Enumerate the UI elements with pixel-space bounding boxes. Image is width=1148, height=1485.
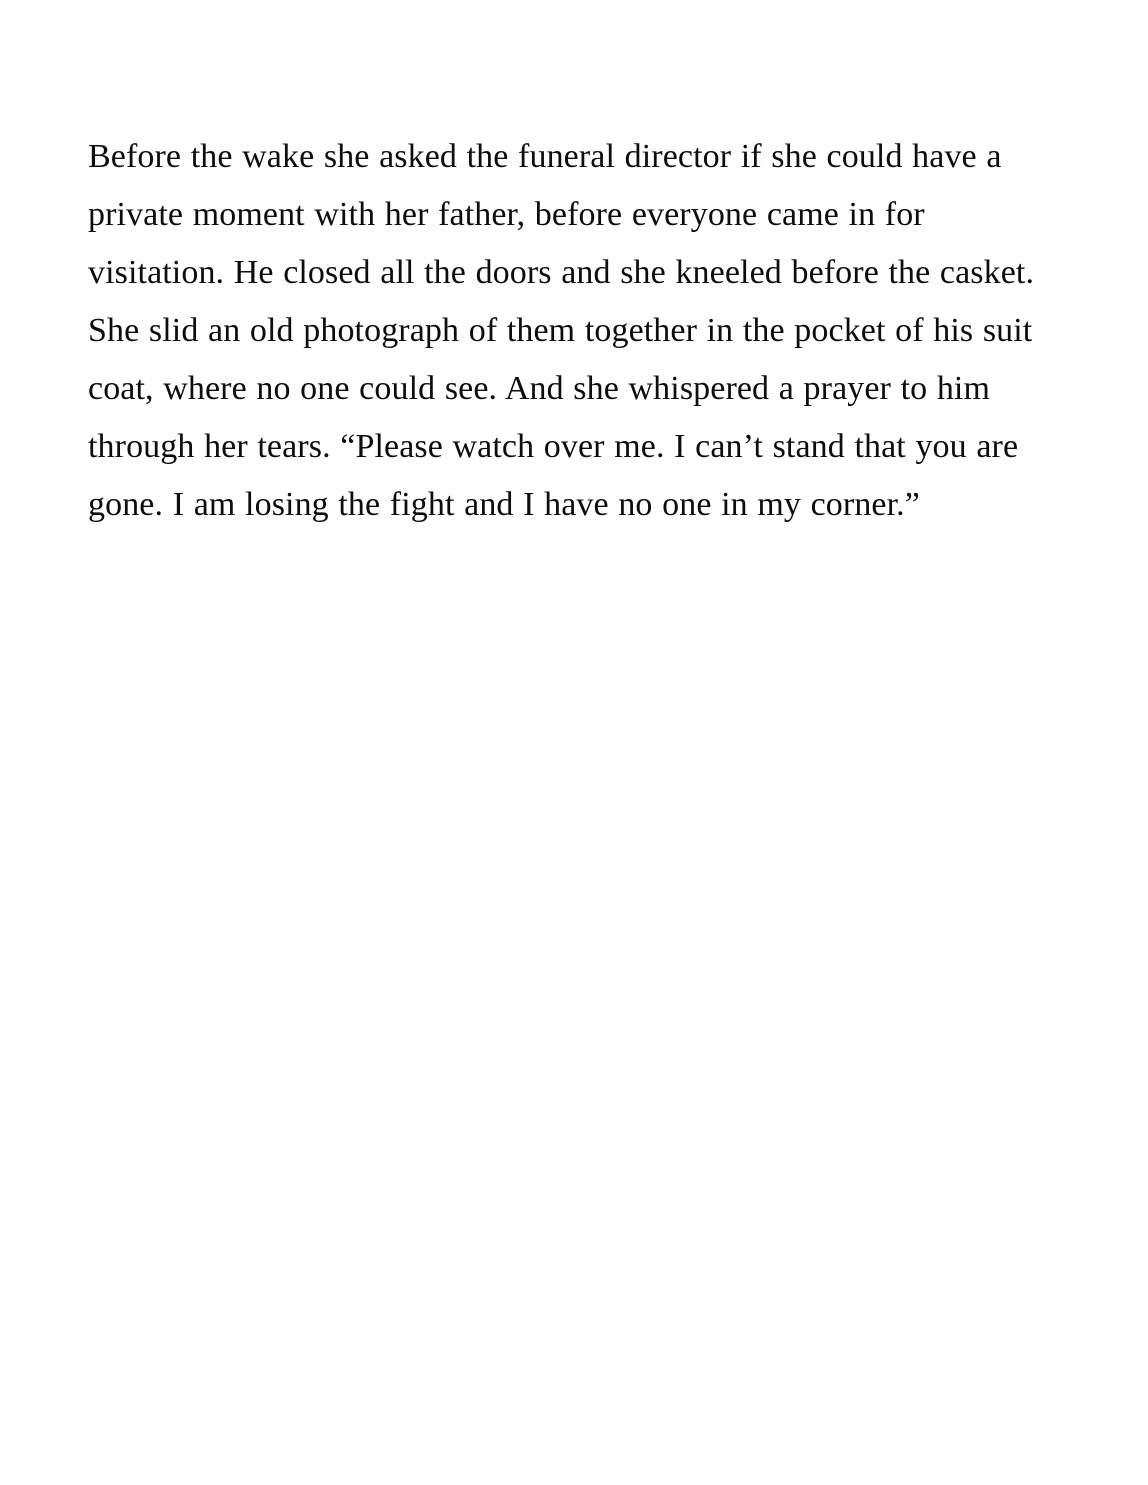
body-paragraph: Before the wake she asked the funeral director if she could have a private moment with her father, before everyone came in for visitation. He closed all the doors and she kneeled before the casket. She slid an old photograph of them together in the pocket of his suit coat, where no one could see. And she whispered a prayer to him through her tears. “Please watch over me. I can’t stand that you are gone. I am losing the fight and I have no one in my corner.” (88, 138, 1035, 523)
document-text-block (88, 128, 1063, 534)
